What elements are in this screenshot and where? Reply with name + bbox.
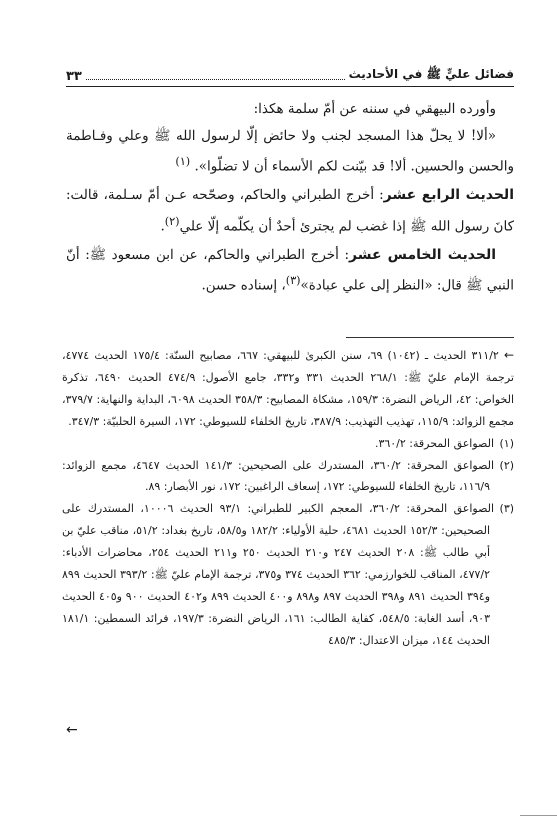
- footnote-continuation: [62, 345, 514, 433]
- main-text: [66, 96, 514, 299]
- hadith-14: [66, 182, 514, 240]
- footnote-3: [62, 498, 514, 651]
- footnote-ref-1[interactable]: (١): [175, 155, 191, 168]
- footnote-2-text: الصواعق المحرقة: ٣٦٠/٢، المستدرك على الصحيحين: ١٤١/٣ الحديث ٤٦٤٧، مجمع الزوائد: ١١٦/٩، تاريخ الخلفاء للسيوطي: ١٧٢، إسعاف الراغبين: ١٧٢، نور الأبصار: ٨٩.: [62, 458, 495, 494]
- footnote-3-text: الصواعق المحرقة: ٣٦٠/٢، المعجم الكبير للطبراني: ٩٣/١ الحديث ١٠٠٠٦، المستدرك على الصحيحين: ١٥٢/٣ الحديث ٤٦٨١، حلية الأولياء: ١٨٢/٢ و٥٨/٥، تاريخ بغداد: ٥١/٢، مناقب عليّ بن أبي طالب ﷺ: ٢٠٨ الحديث ٢٤٧ و٢١٠ الحديث ٢٥٠ و٢١١ الحديث ٢٥٤، محاضرات الأدباء: ٤٧٧/٢، المناقب للخوارزمي: ٣٦٢ الحديث ٣٧٤ و٣٧٥، ترجمة الإمام عليّ ﷺ: ٣٩٣/٢ الحديث ٨٩٩ و٣٩٤ الحديث ٨٩١ و٣٩٨ الحديث ٨٩٧ و٨٩٨ و٤٠٠ الحديث ٨٩٩ و٤٠٢ الحديث ٩٠٠ و٤٠٥ الحديث ٩٠٣، أسد الغابة: ٥٤٨/٥، كفاية الطالب: ١٦١، الرياض النضرة: ١٩٧/٣، فرائد السمطين: ١٨١/١ الحديث ١٤٤، ميزان الاعتدال: ٤٨٥/٣: [62, 502, 495, 647]
- hadith-15-heading: الحديث الخامس عشر: [349, 246, 496, 263]
- page-corner-line: [520, 815, 557, 816]
- paragraph-quote: [66, 123, 514, 181]
- footnote-2-number: (٢): [499, 458, 515, 472]
- continued-arrow-icon: ←: [66, 722, 78, 738]
- footnote-3-number: (٣): [499, 502, 515, 516]
- footnote-1-number: (١): [499, 436, 514, 450]
- running-header: [66, 62, 514, 84]
- continuation-arrow-icon: ←: [503, 348, 515, 362]
- quote-text: «ألا! لا يحلّ هذا المسجد لجنب ولا حائض إلّا لرسول الله ﷺ وعلي وفـاطمة والحسن والحسين. ألا! قد بيّنت لكم الأسماء أن لا تضلّوا».: [66, 127, 514, 175]
- footnote-separator: [346, 337, 514, 338]
- footnote-ref-2[interactable]: (٢): [164, 214, 180, 228]
- running-title: فضائل عليٍّ ﷺ في الأحاديث: [348, 67, 514, 81]
- hadith-15: [66, 242, 514, 300]
- footnote-1-text: الصواعق المحرقة: ٣٦٠/٢.: [374, 436, 494, 450]
- footnote-2: [62, 455, 514, 499]
- hadith-14-text: : أخرج الطبراني والحاكم، وصحّحه عـن أمّ سـلمة، قالت: كانَ رسول الله ﷺ إذا غضب لم يجترئ أحدٌ أن يكلّمه إلّا علي: [66, 187, 514, 234]
- footnotes: [62, 345, 514, 652]
- header-rule: [66, 86, 514, 87]
- footnote-ref-3[interactable]: (٣): [285, 274, 301, 287]
- page-number: ٣٣: [66, 69, 82, 84]
- hadith-14-heading: الحديث الرابع عشر: [383, 187, 514, 203]
- hadith-15-text: : أخرج الطبراني والحاكم، عن ابن مسعود ﷺ: أنّ النبي ﷺ قال: «النظر إلى علي عبادة»: [66, 246, 514, 294]
- footnote-1: [62, 433, 514, 455]
- hadith-15-end: ، إسناده حسن.: [201, 277, 286, 294]
- footnote-continuation-text: ٣١١/٢ الحديث ـ (١٠٤٢) ٦٩، سنن الكبرىٰ للبيهقي: ٦٦٧، مصابيح السنّة: ١٧٥/٤ الحديث ٤٧٧٤، ترجمة الإمام عليّ ﷺ: ٢٦٨/١ الحديث ٣٣١ و٣٣٢، جامع الأصول: ٤٧٤/٩ الحديث ٦٤٩٠، تذكرة الخواص: ٤٢، الرياض النضرة: ١٥٩/٣، مشكاة المصابيح: ٣٥٨/٣ الحديث ٦٠٩٨، البداية والنهاية: ٣٧٩/٧، مجمع الزوائد: ١١٥/٩، تهذيب التهذيب: ٣٨٧/٩، تاريخ الخلفاء للسيوطي: ١٧٢، السيرة الحلبيّة: ٣٤٧/٣.: [62, 349, 515, 428]
- header-dot-leader: [86, 78, 345, 80]
- paragraph-intro: وأورده البيهقي في سننه عن أمّ سلمة هكذا:: [253, 101, 496, 117]
- hadith-14-end: .: [160, 218, 165, 234]
